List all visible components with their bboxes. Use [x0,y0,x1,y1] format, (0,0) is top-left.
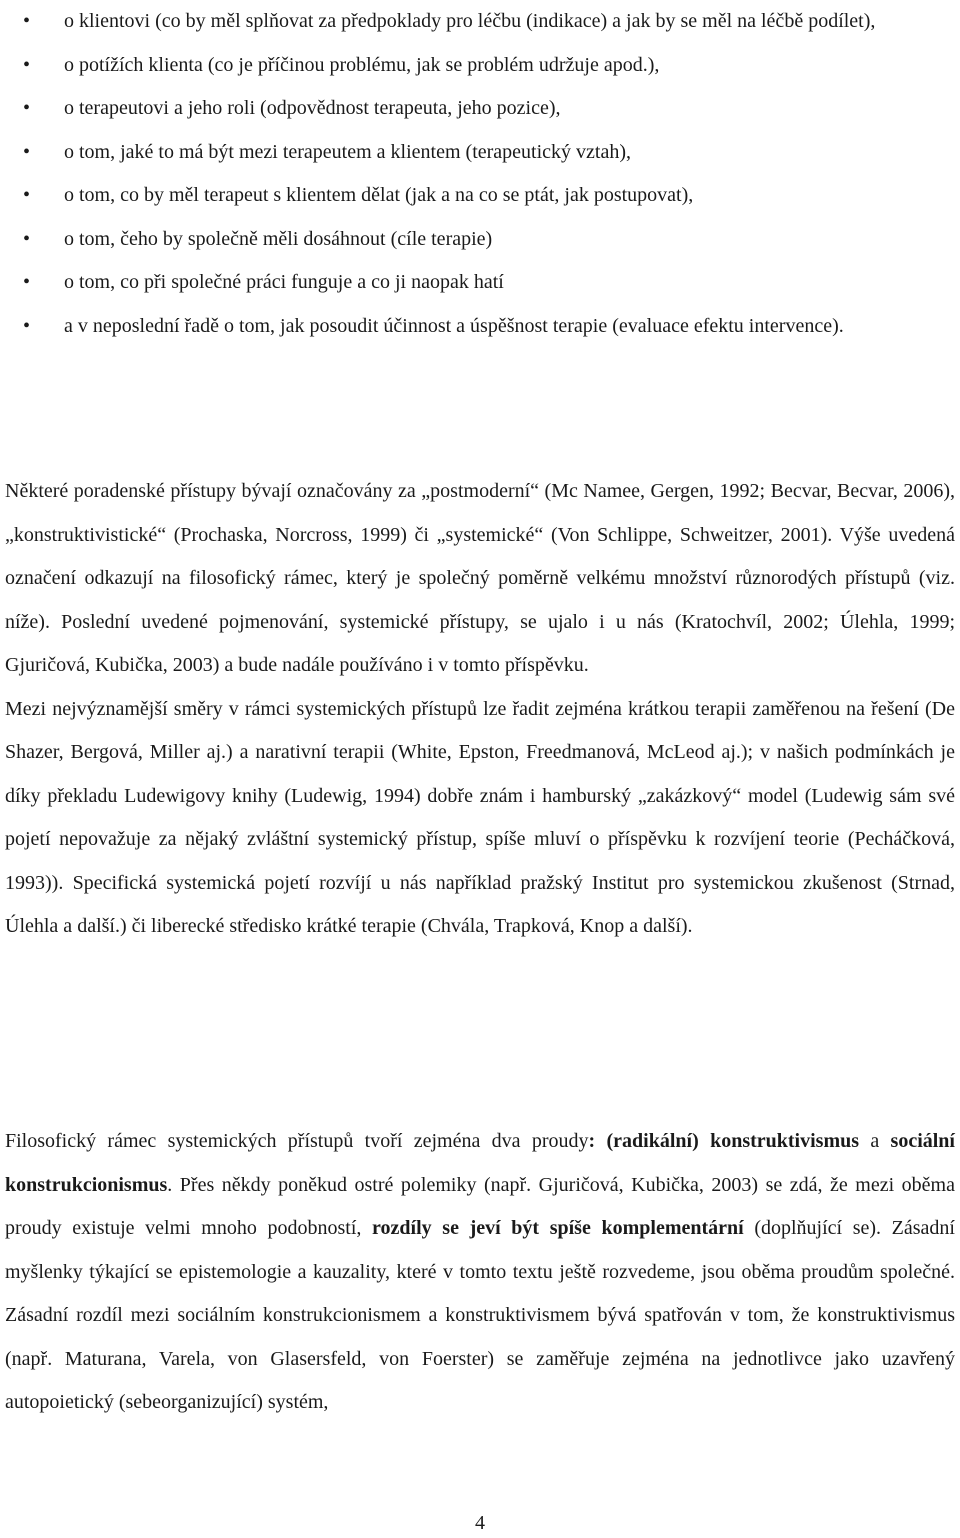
paragraph-philosophical-frame [5,1120,955,1425]
paragraph-postmodern-approaches [5,470,955,949]
list-item [0,261,960,305]
list-item-text: o tom, čeho by společně měli dosáhnout (cíle terapie) [64,227,493,250]
text-run: (doplňující se). Zásadní myšlenky týkající se epistemologie a kauzality, které v tomto textu ještě rozvedeme, jsou oběma proudům společné. Zásadní rozdíl mezi sociálním konstrukcionismem a konstruktivismem bývá spatřován v tom, že konstruktivismus (např. Maturana, Varela, von Glasersfeld, von Foerster) se zaměřuje zejména na jednotlivce jako uzavřený autopoietický (sebeorganizující) systém, [5,1217,955,1413]
list-item-text: o potížích klienta (co je příčinou problému, jak se problém udržuje apod.), [64,53,660,76]
bold-term-social-constructionism: sociální konstrukcionismus [5,1130,955,1196]
list-item-text: o klientovi (co by měl splňovat za předpoklady pro léčbu (indikace) a jak by se měl na léčbě podílet), [64,10,876,32]
list-item [0,218,960,262]
bullet-icon: • [23,314,31,337]
bullet-icon: • [23,184,31,206]
bullet-icon: • [23,97,31,119]
text-run: a [859,1130,891,1152]
bullet-icon: • [23,53,31,76]
list-item [0,174,960,218]
paragraph-text: Mezi nejvýznamější směry v rámci systemických přístupů lze řadit zejména krátkou terapii zaměřenou na řešení (De Shazer, Bergová, Miller aj.) a narativní terapii (White, Epston, Freedmanová, McLeod aj.); v našich podmínkách je díky překladu Ludewigovy knihy (Ludewig, 1994) dobře znám i hamburský „zakázkový“ model (Ludewig sám své pojetí nepovažuje za nějaký zvláštní systemický přístup, spíše mluví o příspěvku k rozvíjení teorie (Pecháčková, 1993)). Specifická systemická pojetí rozvíjí u nás například pražský Institut pro systemickou zkušenost (Strnad, Úlehla a další.) či liberecké středisko krátké terapie (Chvála, Trapková, Knop a další). [5,697,955,937]
list-item-text: o tom, jaké to má být mezi terapeutem a klientem (terapeutický vztah), [64,140,632,163]
bullet-icon: • [23,227,31,250]
list-item [0,131,960,175]
bold-phrase-complementary: rozdíly se jeví být spíše komplementární [372,1217,744,1239]
list-item-text: o tom, co při společné práci funguje a co ji naopak hatí [64,271,504,293]
list-item-text: o terapeutovi a jeho roli (odpovědnost terapeuta, jeho pozice), [64,97,561,119]
text-run: . Přes někdy poněkud ostré polemiky (např. Gjuričová, Kubička, 2003) se zdá, že mezi oběma proudy existuje velmi mnoho podobností, [5,1173,955,1239]
list-item-text: a v neposlední řadě o tom, jak posoudit účinnost a úspěšnost terapie (evaluace efektu intervence). [64,314,844,337]
list-item-text: o tom, co by měl terapeut s klientem dělat (jak a na co se ptát, jak postupovat), [64,184,694,206]
list-item [0,305,960,349]
list-item [0,44,960,88]
text-run: Filosofický rámec systemických přístupů tvoří zejména dva proudy [5,1130,589,1152]
paragraph-text: Některé poradenské přístupy bývají označovány za „postmoderní“ (Mc Namee, Gergen, 1992; Becvar, Becvar, 2006), „konstruktivistické“ (Prochaska, Norcross, 1999) či „systemické“ (Von Schlippe, Schweitzer, 2001). Výše uvedená označení odkazují na filosofický rámec, který je společný poměrně velkému množství různorodých přístupů (viz. níže). Poslední uvedené pojmenování, systemické přístupy, se ujalo i u nás (Kratochvíl, 2002; Úlehla, 1999; Gjuričová, Kubička, 2003) a bude nadále používáno i v tomto příspěvku. [5,480,955,676]
bold-term-constructivism: : (radikální) konstruktivismus [588,1130,860,1152]
bullet-icon: • [23,140,31,163]
list-item [0,0,960,44]
page-number: 4 [475,1512,485,1534]
list-item [0,87,960,131]
bullet-list [0,0,960,348]
bullet-icon: • [23,10,31,32]
bullet-icon: • [23,271,31,293]
